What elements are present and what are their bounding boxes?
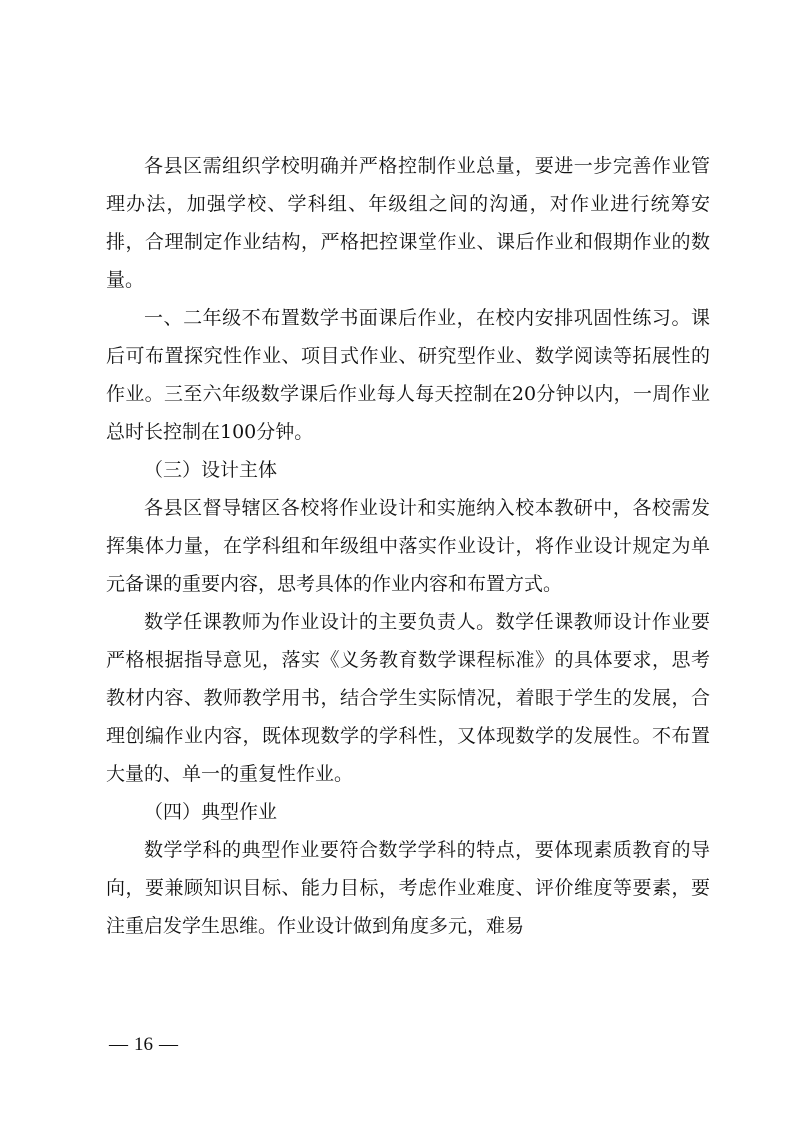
body-text: [106, 147, 710, 945]
footer-dash-left: —: [109, 1034, 128, 1055]
paragraph-grade-requirements: 一、二年级不布置数学书面课后作业，在校内安排巩固性练习。课后可布置探究性作业、项目式作业、研究型作业、数学阅读等拓展性的作业。三至六年级数学课后作业每人每天控制在20分钟以内，一周作业总时长控制在100分钟。: [106, 307, 710, 443]
paragraph-teacher-responsibility: 数学任课教师为作业设计的主要负责人。数学任课教师设计作业要严格根据指导意见，落实《义务教育数学课程标准》的具体要求，思考教材内容、教师教学用书，结合学生实际情况，着眼于学生的发展，合理创编作业内容，既体现数学的学科性，又体现数学的发展性。不布置大量的、单一的重复性作业。: [106, 611, 710, 785]
section-heading-design-subject: （三）设计主体: [144, 459, 278, 481]
paragraph-workload-control: 各县区需组织学校明确并严格控制作业总量，要进一步完善作业管理办法，加强学校、学科组、年级组之间的沟通，对作业进行统筹安排，合理制定作业结构，严格把控课堂作业、课后作业和假期作业的数量。: [106, 155, 710, 291]
paragraph-typical-homework: 数学学科的典型作业要符合数学学科的特点，要体现素质教育的导向，要兼顾知识目标、能力目标，考虑作业难度、评价维度等要素，要注重启发学生思维。作业设计做到角度多元，难易: [106, 839, 710, 937]
section-heading-typical-homework: （四）典型作业: [144, 801, 278, 823]
footer-dash-right: —: [159, 1034, 178, 1055]
page-number-footer: [103, 1034, 184, 1056]
page-number: 16: [134, 1034, 153, 1055]
paragraph-school-supervision: 各县区督导辖区各校将作业设计和实施纳入校本教研中，各校需发挥集体力量，在学科组和年级组中落实作业设计，将作业设计规定为单元备课的重要内容，思考具体的作业内容和布置方式。: [106, 497, 710, 595]
